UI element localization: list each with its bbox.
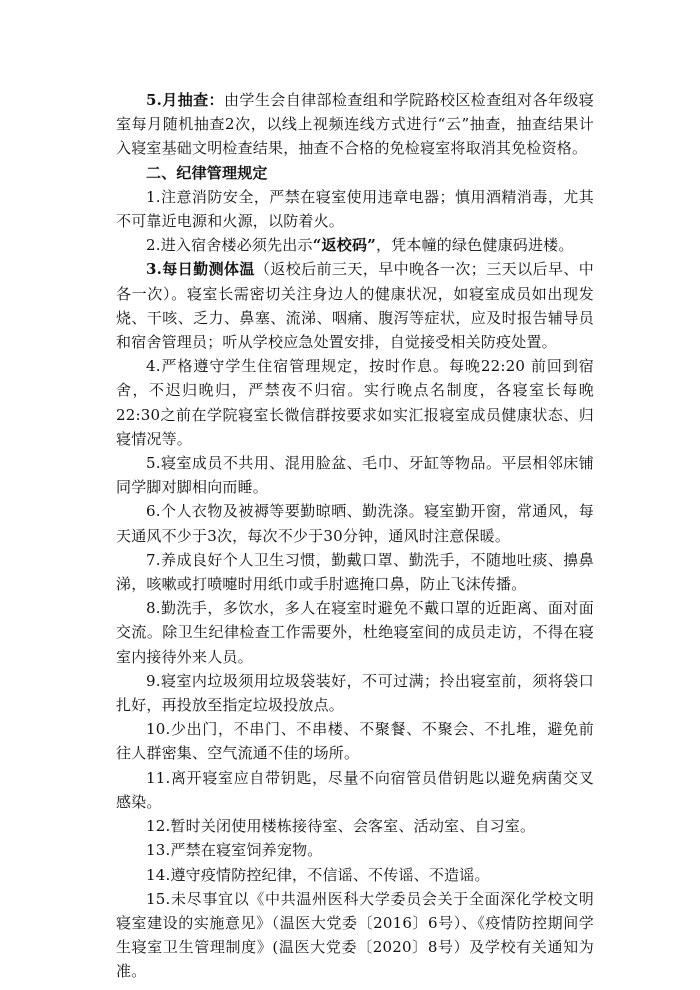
rule-8: 8.勤洗手，多饮水，多人在寝室时避免不戴口罩的近距离、面对面交流。除卫生纪律检查工作需要外，杜绝寝室间的成员走访，不得在寝室内接待外来人员。	[116, 599, 594, 666]
rule-3-text: （返校后前三天，早中晚各一次；三天以后早、中各一次）。寝室长需密切关注身边人的健康状况，如寝室成员如出现发烧、干咳、乏力、鼻塞、流涕、咽痛、腹泻等症状，应及时报告辅导员和宿舍管理员；听从学校应急处置安排，自觉接受相关防疫处置。	[116, 260, 594, 352]
rule-4: 4.严格遵守学生住宿管理规定，按时作息。每晚22:20 前回到宿舍，不迟归晚归，严禁夜不归宿。实行晚点名制度，各寝室长每晚22:30之前在学院寝室长微信群按要求如实汇报寝室成员健康状态、归寝情况等。	[116, 357, 594, 448]
document-body	[116, 88, 594, 984]
rule-3-label: 3.每日勤测体温	[146, 260, 255, 279]
rule-13: 13.严禁在寝室饲养宠物。	[146, 841, 323, 860]
monthly-check-text: 由学生会自律部检查组和学院路校区检查组对各年级寝室每月随机抽查2次，以线上视频连线方式进行“云”抽查，抽查结果计入寝室基础文明检查结果，抽查不合格的免检寝室将取消其免检资格。	[116, 91, 594, 158]
rule-2-text-c: ，凭本幢的绿色健康码进楼。	[375, 236, 574, 255]
rule-2	[116, 233, 594, 257]
rule-15: 15.未尽事宜以《中共温州医科大学委员会关于全面深化学校文明寝室建设的实施意见》（温医大党委〔2016〕6号）、《疫情防控期间学生寝室卫生管理制度》(温医大党委〔2020〕8号）及学校有关通知为准。	[116, 889, 594, 981]
paragraph-monthly-check	[116, 88, 594, 161]
rule-1: 1.注意消防安全，严禁在寝室使用违章电器；慎用酒精消毒，尤其不可靠近电源和火源，以防着火。	[116, 187, 594, 231]
section-heading-discipline: 二、纪律管理规定	[146, 163, 268, 182]
rule-10: 10.少出门，不串门、不串楼、不聚餐、不聚会、不扎堆，避免前往人群密集、空气流通不佳的场所。	[116, 720, 594, 763]
rule-2-return-code: “返校码”	[312, 236, 376, 255]
rule-7: 7.养成良好个人卫生习惯，勤戴口罩、勤洗手，不随地吐痰、擤鼻涕，咳嗽或打喷嚏时用纸巾或手肘遮掩口鼻，防止飞沫传播。	[116, 550, 594, 594]
rule-3	[116, 257, 594, 354]
rule-5: 5.寝室成员不共用、混用脸盆、毛巾、牙缸等物品。平层相邻床铺同学脚对脚相向而睡。	[116, 454, 594, 497]
rule-2-text-a: 2.进入宿舍楼必须先出示	[146, 236, 313, 255]
rule-6: 6.个人衣物及被褥等要勤晾晒、勤洗涤。寝室勤开窗，常通风，每天通风不少于3次，每次不少于30分钟，通风时注意保暖。	[116, 502, 594, 545]
rule-12: 12.暂时关闭使用楼栋接待室、会客室、活动室、自习室。	[146, 817, 536, 836]
rule-9: 9.寝室内垃圾须用垃圾袋装好，不可过满；拎出寝室前，须将袋口扎好，再投放至指定垃圾投放点。	[116, 671, 594, 715]
rule-14: 14.遵守疫情防控纪律，不信谣、不传谣、不造谣。	[146, 865, 490, 884]
monthly-check-label: 5.月抽查：	[146, 91, 224, 109]
rule-11: 11.离开寝室应自带钥匙，尽量不向宿管员借钥匙以避免病菌交叉感染。	[116, 768, 594, 811]
